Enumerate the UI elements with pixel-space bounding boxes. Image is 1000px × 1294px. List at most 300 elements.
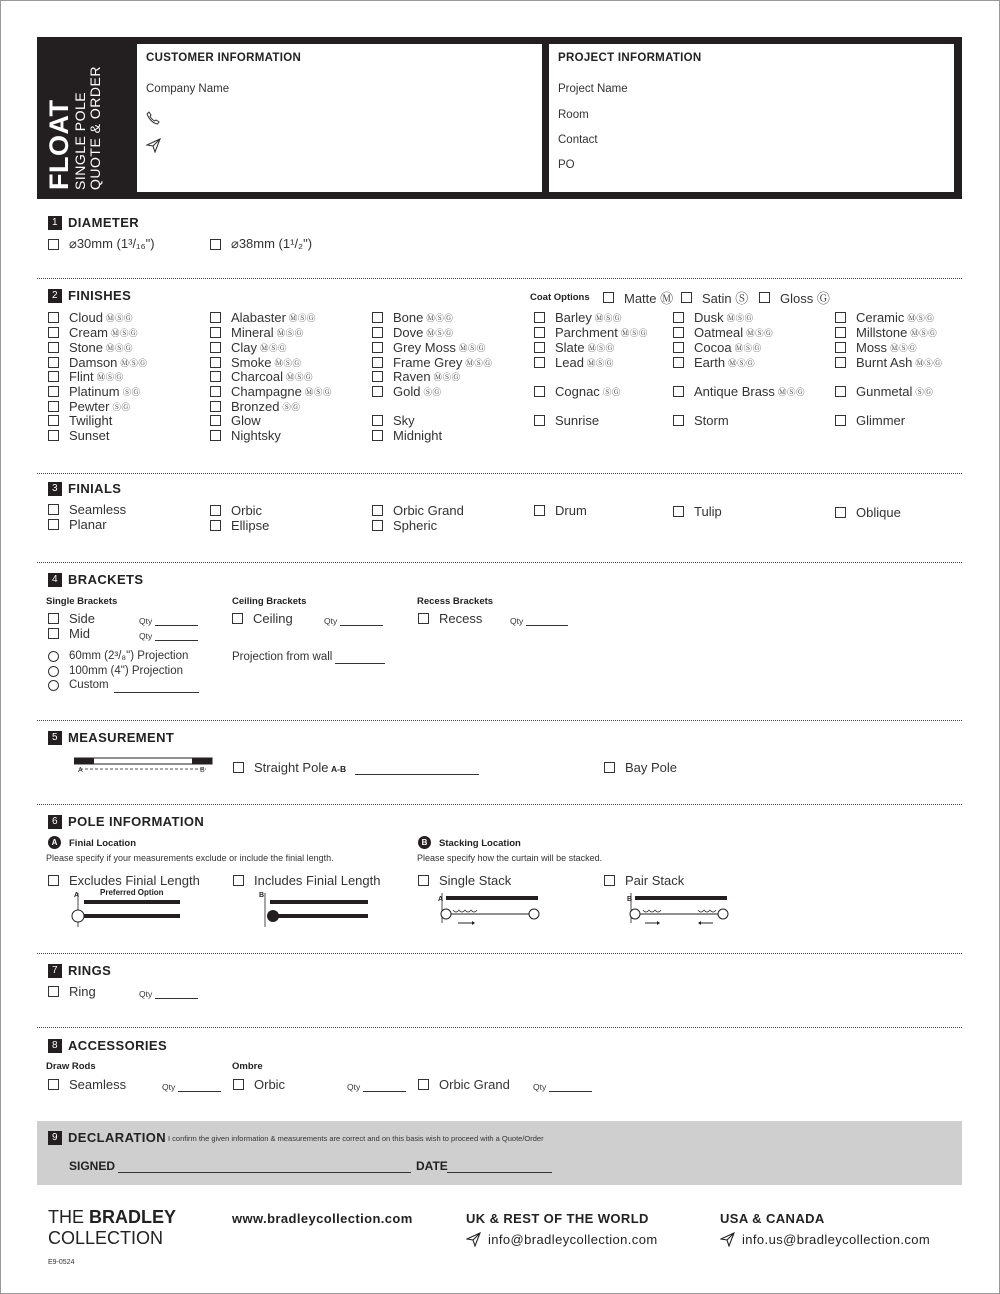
checkbox-box[interactable] xyxy=(210,312,221,323)
finish-bronzed-checkbox[interactable] xyxy=(210,399,300,414)
checkbox-box[interactable] xyxy=(210,505,221,516)
section-number: 7 xyxy=(48,964,62,978)
projection-custom-radio[interactable] xyxy=(48,679,109,691)
checkbox-label: Pewter xyxy=(69,399,110,414)
checkbox-box[interactable] xyxy=(604,762,615,773)
checkbox-box[interactable] xyxy=(673,342,684,353)
checkbox-box[interactable] xyxy=(372,386,383,397)
bracket-side-checkbox[interactable] xyxy=(48,611,95,626)
checkbox-box[interactable] xyxy=(418,613,429,624)
checkbox-label: Antique Brass xyxy=(694,384,775,399)
finish-mineral-checkbox[interactable] xyxy=(210,325,304,340)
checkbox-label: Barley xyxy=(555,310,592,325)
qty-mid-input[interactable] xyxy=(155,640,198,641)
checkbox-box[interactable] xyxy=(835,327,846,338)
checkbox-box[interactable] xyxy=(534,327,545,338)
coat-gloss-checkbox[interactable] xyxy=(759,288,830,307)
coat-codes: ⓂⓈⒼ xyxy=(777,386,805,397)
checkbox-label: Matte Ⓜ xyxy=(624,291,674,306)
finish-champagne-checkbox[interactable] xyxy=(210,384,332,399)
finish-ceramic-checkbox[interactable] xyxy=(835,310,934,325)
section-label: FINIALS xyxy=(68,481,122,496)
straight-pole-measure-input[interactable] xyxy=(355,774,479,775)
section-divider xyxy=(37,804,962,805)
finish-antique-brass-checkbox[interactable] xyxy=(673,384,805,399)
single-stack-checkbox[interactable] xyxy=(418,873,511,888)
coat-codes: ⓂⓈⒼ xyxy=(105,312,133,323)
checkbox-box[interactable] xyxy=(418,875,429,886)
section-number: 6 xyxy=(48,815,62,829)
coat-codes: ⓂⓈⒼ xyxy=(586,357,614,368)
checkbox-label: Drum xyxy=(555,503,587,518)
section-declaration-title xyxy=(48,1130,166,1145)
finish-charcoal-checkbox[interactable] xyxy=(210,369,313,384)
us-email-link[interactable]: info.us@bradleycollection.com xyxy=(742,1232,931,1247)
checkbox-box[interactable] xyxy=(673,312,684,323)
draw-rods-label: Draw Rods xyxy=(46,1061,96,1072)
qty-ring-input[interactable] xyxy=(155,998,198,999)
coat-codes: ⓂⓈⒼ xyxy=(304,386,332,397)
bracket-mid-checkbox[interactable] xyxy=(48,626,90,641)
diameter-30mm-checkbox[interactable] xyxy=(48,236,155,252)
pair-stack-checkbox[interactable] xyxy=(604,873,684,888)
finish-smoke-checkbox[interactable] xyxy=(210,355,301,370)
checkbox-box[interactable] xyxy=(835,312,846,323)
stacking-location-note: Please specify how the curtain will be stacked. xyxy=(417,853,603,863)
website-link[interactable]: www.bradleycollection.com xyxy=(232,1211,413,1226)
checkbox-box[interactable] xyxy=(48,327,59,338)
coat-codes: ⓂⓈⒼ xyxy=(890,342,918,353)
checkbox-label: Mineral xyxy=(231,325,274,340)
preferred-option-label: Preferred Option xyxy=(100,888,164,897)
checkbox-label: Stone xyxy=(69,340,103,355)
projection-from-wall-input[interactable] xyxy=(335,663,385,664)
checkbox-box[interactable] xyxy=(48,401,59,412)
po-field[interactable]: PO xyxy=(558,159,575,171)
section-diameter-title xyxy=(48,215,139,230)
checkbox-box[interactable] xyxy=(233,1079,244,1090)
finish-earth-checkbox[interactable] xyxy=(673,355,755,370)
pair-stack-diagram xyxy=(627,893,732,929)
coat-codes: ⓈⒼ xyxy=(602,386,621,397)
finial-spheric-checkbox[interactable] xyxy=(372,518,437,533)
qty-ceiling-input[interactable] xyxy=(340,625,383,626)
diagram-point-a: A xyxy=(438,896,444,903)
finish-pewter-checkbox[interactable] xyxy=(48,399,130,414)
checkbox-box[interactable] xyxy=(210,239,221,250)
straight-pole-checkbox[interactable] xyxy=(233,760,328,775)
checkbox-label: Satin Ⓢ xyxy=(702,291,749,306)
coat-codes: ⓂⓈⒼ xyxy=(96,371,124,382)
company-name-field[interactable]: Company Name xyxy=(146,83,230,95)
excludes-finial-diagram xyxy=(70,893,185,929)
checkbox-box[interactable] xyxy=(210,415,221,426)
checkbox-label: Frame Grey xyxy=(393,355,463,370)
section-label: RINGS xyxy=(68,963,112,978)
checkbox-box[interactable] xyxy=(673,506,684,517)
section-number: 8 xyxy=(48,1039,62,1053)
checkbox-box[interactable] xyxy=(372,342,383,353)
finish-grey-moss-checkbox[interactable] xyxy=(372,340,486,355)
checkbox-box[interactable] xyxy=(48,371,59,382)
qty-orbic-grand-input[interactable] xyxy=(549,1091,592,1092)
finish-moss-checkbox[interactable] xyxy=(835,340,917,355)
coat-codes: ⓂⓈⒼ xyxy=(620,327,648,338)
uk-region-title: UK & REST OF THE WORLD xyxy=(466,1211,649,1226)
diameter-38mm-checkbox[interactable] xyxy=(210,236,312,252)
diagram-point-b: B xyxy=(627,896,633,903)
qty-seamless-input[interactable] xyxy=(178,1091,221,1092)
ceiling-brackets-label: Ceiling Brackets xyxy=(232,596,307,607)
section-rings-title xyxy=(48,963,111,978)
customer-info-title: CUSTOMER INFORMATION xyxy=(146,52,302,64)
checkbox-box[interactable] xyxy=(48,986,59,997)
coat-codes: ⓈⒼ xyxy=(423,386,442,397)
checkbox-box[interactable] xyxy=(48,312,59,323)
checkbox-label: Ceiling xyxy=(253,611,293,626)
radio-circle[interactable] xyxy=(48,666,59,677)
checkbox-label: Sunset xyxy=(69,428,110,443)
checkbox-label: Sky xyxy=(393,413,415,428)
radio-label: 60mm (2³/₈") Projection xyxy=(69,650,189,662)
checkbox-box[interactable] xyxy=(210,386,221,397)
bay-pole-checkbox[interactable] xyxy=(604,760,677,775)
checkbox-label: ⌀30mm (1³/₁₆") xyxy=(69,236,155,251)
checkbox-label: Nightsky xyxy=(231,428,281,443)
finish-glimmer-checkbox[interactable] xyxy=(835,413,905,428)
checkbox-label: Alabaster xyxy=(231,310,286,325)
checkbox-box[interactable] xyxy=(534,505,545,516)
checkbox-box[interactable] xyxy=(534,415,545,426)
finish-nightsky-checkbox[interactable] xyxy=(210,428,281,443)
checkbox-box[interactable] xyxy=(372,415,383,426)
section-label: POLE INFORMATION xyxy=(68,814,205,829)
checkbox-box[interactable] xyxy=(372,505,383,516)
finial-orbic-grand-checkbox[interactable] xyxy=(372,503,464,518)
checkbox-box[interactable] xyxy=(372,357,383,368)
project-name-field[interactable]: Project Name xyxy=(558,83,628,95)
projection-60mm-radio[interactable] xyxy=(48,650,188,662)
signed-label: SIGNED xyxy=(69,1159,116,1173)
checkbox-box[interactable] xyxy=(418,1079,429,1090)
checkbox-label: Ellipse xyxy=(231,518,270,533)
finish-clay-checkbox[interactable] xyxy=(210,340,287,355)
bradley-logo xyxy=(48,1207,176,1249)
checkbox-box[interactable] xyxy=(673,415,684,426)
checkbox-box[interactable] xyxy=(233,875,244,886)
checkbox-label: Midnight xyxy=(393,428,443,443)
custom-projection-input[interactable] xyxy=(114,692,199,693)
finish-glow-checkbox[interactable] xyxy=(210,413,261,428)
checkbox-label: Bone xyxy=(393,310,424,325)
checkbox-box[interactable] xyxy=(210,430,221,441)
contact-field[interactable]: Contact xyxy=(558,134,598,146)
checkbox-box[interactable] xyxy=(48,430,59,441)
send-icon xyxy=(146,138,161,153)
checkbox-label: Oblique xyxy=(856,505,901,520)
logo-the: THE xyxy=(48,1207,84,1227)
checkbox-box[interactable] xyxy=(835,342,846,353)
date-label: DATE xyxy=(416,1159,448,1173)
qty-label: Qty xyxy=(162,1082,176,1092)
finial-oblique-checkbox[interactable] xyxy=(835,505,901,520)
checkbox-box[interactable] xyxy=(759,292,770,303)
checkbox-label: Clay xyxy=(231,340,258,355)
uk-email-link[interactable]: info@bradleycollection.com xyxy=(488,1232,658,1247)
finish-burnt-ash-checkbox[interactable] xyxy=(835,355,942,370)
phone-icon xyxy=(146,111,160,125)
qty-side-input[interactable] xyxy=(155,625,198,626)
finish-barley-checkbox[interactable] xyxy=(534,310,622,325)
checkbox-box[interactable] xyxy=(48,613,59,624)
checkbox-label: Tulip xyxy=(694,504,722,519)
section-divider xyxy=(37,473,962,474)
checkbox-box[interactable] xyxy=(534,312,545,323)
finish-sunrise-checkbox[interactable] xyxy=(534,413,599,428)
diagram-point-b: B xyxy=(259,892,265,899)
checkbox-box[interactable] xyxy=(48,415,59,426)
checkbox-label: Includes Finial Length xyxy=(254,873,381,888)
finish-cloud-checkbox[interactable] xyxy=(48,310,133,325)
section-number: 5 xyxy=(48,731,62,745)
qty-label: Qty xyxy=(324,616,338,626)
finish-dove-checkbox[interactable] xyxy=(372,325,453,340)
coat-codes: ⓂⓈⒼ xyxy=(734,342,762,353)
finial-location-label: Finial Location xyxy=(69,838,137,849)
finish-stone-checkbox[interactable] xyxy=(48,340,133,355)
finish-cocoa-checkbox[interactable] xyxy=(673,340,762,355)
checkbox-box[interactable] xyxy=(48,342,59,353)
checkbox-label: Bay Pole xyxy=(625,760,678,775)
section-number: 9 xyxy=(48,1131,62,1145)
finish-storm-checkbox[interactable] xyxy=(673,413,729,428)
checkbox-box[interactable] xyxy=(835,386,846,397)
section-pole-info-title xyxy=(48,814,204,829)
projection-100mm-radio[interactable] xyxy=(48,665,183,677)
checkbox-box[interactable] xyxy=(673,327,684,338)
project-info-title: PROJECT INFORMATION xyxy=(558,52,702,64)
checkbox-label: Storm xyxy=(694,413,729,428)
checkbox-label: Orbic Grand xyxy=(393,503,464,518)
section-number: 4 xyxy=(48,573,62,587)
finish-cognac-checkbox[interactable] xyxy=(534,384,621,399)
finish-alabaster-checkbox[interactable] xyxy=(210,310,316,325)
section-label: MEASUREMENT xyxy=(68,730,175,745)
checkbox-box[interactable] xyxy=(48,386,59,397)
checkbox-box[interactable] xyxy=(372,312,383,323)
date-input[interactable] xyxy=(447,1172,552,1173)
finish-sunset-checkbox[interactable] xyxy=(48,428,109,443)
finish-raven-checkbox[interactable] xyxy=(372,369,461,384)
checkbox-box[interactable] xyxy=(48,875,59,886)
room-field[interactable]: Room xyxy=(558,109,589,121)
finish-oatmeal-checkbox[interactable] xyxy=(673,325,773,340)
checkbox-box[interactable] xyxy=(604,875,615,886)
checkbox-box[interactable] xyxy=(232,613,243,624)
us-region-title: USA & CANADA xyxy=(720,1211,825,1226)
checkbox-box[interactable] xyxy=(372,371,383,382)
checkbox-label: Platinum xyxy=(69,384,120,399)
bracket-ceiling-checkbox[interactable] xyxy=(232,611,293,626)
section-divider xyxy=(37,953,962,954)
accessory-seamless-checkbox[interactable] xyxy=(48,1077,126,1092)
finial-seamless-checkbox[interactable] xyxy=(48,502,126,517)
projection-from-wall-label: Projection from wall xyxy=(232,651,333,663)
coat-codes: ⓂⓈⒼ xyxy=(274,357,302,368)
checkbox-box[interactable] xyxy=(835,357,846,368)
radio-circle[interactable] xyxy=(48,651,59,662)
checkbox-box[interactable] xyxy=(835,507,846,518)
checkbox-box[interactable] xyxy=(372,520,383,531)
document-code: E9-0524 xyxy=(48,1259,75,1266)
checkbox-box[interactable] xyxy=(210,520,221,531)
finial-orbic-checkbox[interactable] xyxy=(210,503,262,518)
checkbox-box[interactable] xyxy=(48,357,59,368)
finial-drum-checkbox[interactable] xyxy=(534,503,587,518)
finish-gold-checkbox[interactable] xyxy=(372,384,441,399)
finish-gunmetal-checkbox[interactable] xyxy=(835,384,933,399)
checkbox-box[interactable] xyxy=(210,327,221,338)
project-info-box xyxy=(549,44,954,192)
finish-damson-checkbox[interactable] xyxy=(48,355,147,370)
checkbox-box[interactable] xyxy=(372,430,383,441)
qty-recess-input[interactable] xyxy=(526,625,568,626)
finish-lead-checkbox[interactable] xyxy=(534,355,614,370)
product-title xyxy=(46,66,103,190)
checkbox-label: Mid xyxy=(69,626,90,641)
coat-codes: ⓈⒼ xyxy=(112,401,131,412)
checkbox-label: Earth xyxy=(694,355,726,370)
checkbox-label: Cloud xyxy=(69,310,103,325)
diagram-point-a: A xyxy=(74,892,80,899)
coat-codes: ⓈⒼ xyxy=(122,386,141,397)
logo-collection: COLLECTION xyxy=(48,1228,164,1248)
finish-sky-checkbox[interactable] xyxy=(372,413,415,428)
checkbox-box[interactable] xyxy=(233,762,244,773)
checkbox-box[interactable] xyxy=(681,292,692,303)
radio-label: 100mm (4") Projection xyxy=(69,665,184,677)
section-number: 3 xyxy=(48,482,62,496)
checkbox-label: Ring xyxy=(69,984,96,999)
checkbox-box[interactable] xyxy=(210,401,221,412)
checkbox-box[interactable] xyxy=(48,504,59,515)
finish-midnight-checkbox[interactable] xyxy=(372,428,442,443)
finish-millstone-checkbox[interactable] xyxy=(835,325,937,340)
checkbox-label: Glimmer xyxy=(856,413,906,428)
checkbox-label: Cognac xyxy=(555,384,600,399)
checkbox-label: Millstone xyxy=(856,325,908,340)
checkbox-box[interactable] xyxy=(210,371,221,382)
coat-satin-checkbox[interactable] xyxy=(681,288,748,307)
checkbox-label: Slate xyxy=(555,340,585,355)
coat-codes: ⓈⒼ xyxy=(915,386,934,397)
checkbox-box[interactable] xyxy=(48,1079,59,1090)
coat-codes: ⓂⓈⒼ xyxy=(587,342,615,353)
checkbox-label: Parchment xyxy=(555,325,618,340)
coat-codes: ⓂⓈⒼ xyxy=(726,312,754,323)
checkbox-box[interactable] xyxy=(835,415,846,426)
section-finials-title xyxy=(48,481,121,496)
checkbox-box[interactable] xyxy=(673,357,684,368)
section-accessories-title xyxy=(48,1038,167,1053)
radio-circle[interactable] xyxy=(48,680,59,691)
checkbox-box[interactable] xyxy=(534,357,545,368)
finish-parchment-checkbox[interactable] xyxy=(534,325,648,340)
finish-flint-checkbox[interactable] xyxy=(48,369,124,384)
finish-platinum-checkbox[interactable] xyxy=(48,384,141,399)
checkbox-label: Cream xyxy=(69,325,109,340)
checkbox-label: Gloss Ⓖ xyxy=(780,291,830,306)
point-b-label: B xyxy=(200,767,205,774)
section-divider xyxy=(37,1027,962,1028)
checkbox-label: Ceramic xyxy=(856,310,905,325)
finial-planar-checkbox[interactable] xyxy=(48,517,107,532)
checkbox-box[interactable] xyxy=(210,357,221,368)
qty-orbic-input[interactable] xyxy=(363,1091,406,1092)
finish-twilight-checkbox[interactable] xyxy=(48,413,112,428)
coat-codes: ⓂⓈⒼ xyxy=(111,327,139,338)
excludes-finial-length-checkbox[interactable] xyxy=(48,873,200,888)
checkbox-box[interactable] xyxy=(48,519,59,530)
finish-cream-checkbox[interactable] xyxy=(48,325,138,340)
checkbox-label: Seamless xyxy=(69,502,127,517)
section-label: FINISHES xyxy=(68,288,132,303)
coat-matte-checkbox[interactable] xyxy=(603,288,673,307)
section-divider xyxy=(37,720,962,721)
qty-label: Qty xyxy=(139,631,153,641)
declaration-text: I confirm the given information & measurements are correct and on this basis wish to proceed with a Quote/Order xyxy=(168,1134,544,1143)
coat-codes: ⓂⓈⒼ xyxy=(286,371,314,382)
checkbox-label: Cocoa xyxy=(694,340,732,355)
checkbox-box[interactable] xyxy=(534,342,545,353)
finish-frame-grey-checkbox[interactable] xyxy=(372,355,492,370)
checkbox-box[interactable] xyxy=(534,386,545,397)
finish-slate-checkbox[interactable] xyxy=(534,340,615,355)
finial-location-note: Please specify if your measurements exclude or include the finial length. xyxy=(46,853,334,863)
checkbox-label: Single Stack xyxy=(439,873,512,888)
accessory-orbic-grand-checkbox[interactable] xyxy=(418,1077,510,1092)
brand-title: FLOAT xyxy=(44,99,74,190)
checkbox-label: Dusk xyxy=(694,310,724,325)
accessory-orbic-checkbox[interactable] xyxy=(233,1077,285,1092)
coat-codes: ⓂⓈⒼ xyxy=(105,342,133,353)
ab-label: A-B xyxy=(331,764,347,774)
checkbox-label: Grey Moss xyxy=(393,340,456,355)
single-brackets-label: Single Brackets xyxy=(46,596,118,607)
single-stack-diagram xyxy=(438,893,543,929)
checkbox-label: Moss xyxy=(856,340,888,355)
signature-input[interactable] xyxy=(118,1172,411,1173)
checkbox-box[interactable] xyxy=(210,342,221,353)
section-divider xyxy=(37,278,962,279)
send-icon xyxy=(720,1232,735,1247)
ring-checkbox[interactable] xyxy=(48,984,96,999)
bracket-recess-checkbox[interactable] xyxy=(418,611,482,626)
checkbox-box[interactable] xyxy=(48,628,59,639)
qty-label: Qty xyxy=(510,616,524,626)
checkbox-box[interactable] xyxy=(48,239,59,250)
checkbox-label: Bronzed xyxy=(231,399,280,414)
finish-dusk-checkbox[interactable] xyxy=(673,310,754,325)
checkbox-box[interactable] xyxy=(673,386,684,397)
finial-ellipse-checkbox[interactable] xyxy=(210,518,269,533)
finial-tulip-checkbox[interactable] xyxy=(673,504,722,519)
includes-finial-length-checkbox[interactable] xyxy=(233,873,380,888)
finish-bone-checkbox[interactable] xyxy=(372,310,453,325)
checkbox-box[interactable] xyxy=(372,327,383,338)
checkbox-label: Orbic xyxy=(231,503,263,518)
checkbox-box[interactable] xyxy=(603,292,614,303)
